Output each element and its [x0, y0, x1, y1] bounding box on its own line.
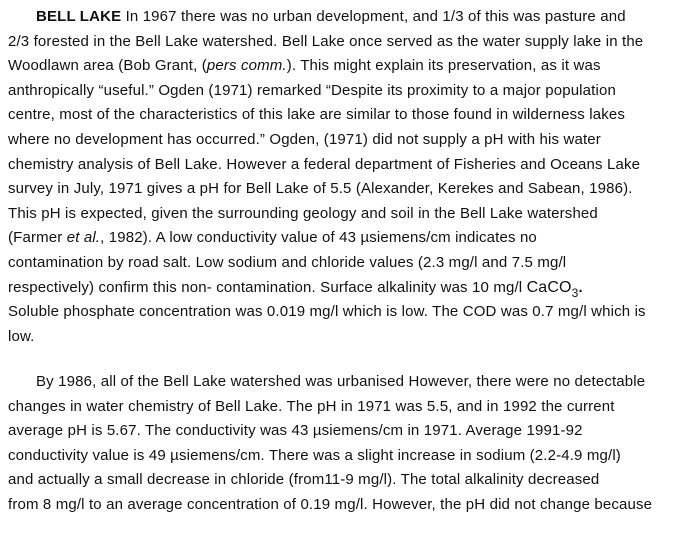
paragraph-bell-lake-1986 [8, 370, 698, 518]
text-line: and actually a small decrease in chloride (from11-9 mg/l). The total alkalinity decreased [8, 471, 600, 489]
paragraph-bell-lake-1967 [8, 5, 698, 349]
text-line: average pH is 5.67. The conductivity was 43 µsiemens/cm in 1971. Average 1991-92 [8, 422, 583, 440]
italic-text: et al. [66, 229, 101, 247]
italic-text: pers comm. [206, 57, 287, 75]
text-line: centre, most of the characteristics of this lake are similar to those found in wilderness lakes [8, 106, 626, 124]
text-run: respectively) confirm this non- contamination. Surface alkalinity was 10 mg/l [8, 278, 527, 296]
text-line: This pH is expected, given the surrounding geology and soil in the Bell Lake watershed [8, 204, 598, 222]
text-run: ). This might explain its preservation, as it was [286, 57, 601, 75]
text-line: 2/3 forested in the Bell Lake watershed. Bell Lake once served as the water supply lake in the [8, 32, 644, 50]
text-run: , 1982). A low conductivity value of 43 µsiemens/cm indicates no [100, 229, 537, 247]
text-line [8, 5, 698, 30]
text-line: anthropically “useful.” Ogden (1971) remarked “Despite its proximity to a major population [8, 81, 616, 99]
text-line: changes in water chemistry of Bell Lake. The pH in 1971 was 5.5, and in 1992 the current [8, 397, 615, 415]
text-line: survey in July, 1971 gives a pH for Bell Lake of 5.5 (Alexander, Kerekes and Sabean, 1986). [8, 180, 633, 198]
text-line: where no development has occurred.” Ogden, (1971) did not supply a pH with his water [8, 130, 601, 148]
text-line [8, 226, 698, 251]
chemical-formula: CaCO [526, 278, 572, 296]
text-line [8, 54, 698, 79]
text-run: In 1967 there was no urban development, and 1/3 of this was pasture and [121, 8, 626, 25]
text-line [8, 276, 698, 301]
chemical-subscript: 3 [571, 285, 579, 300]
text-line: conductivity value is 49 µsiemens/cm. There was a slight increase in sodium (2.2-4.9 mg/l) [8, 446, 621, 464]
text-line: contamination by road salt. Low sodium and chloride values (2.3 mg/l and 7.5 mg/l [8, 253, 567, 271]
text-line: chemistry analysis of Bell Lake. However a federal department of Fisheries and Oceans Lake [8, 155, 641, 173]
section-heading: BELL LAKE [36, 8, 122, 25]
text-line: Soluble phosphate concentration was 0.019 mg/l which is low. The COD was 0.7 mg/l which is [8, 303, 646, 321]
text-line: low. [8, 327, 35, 345]
text-run: (Farmer [8, 229, 67, 247]
text-line: from 8 mg/l to an average concentration of 0.19 mg/l. However, the pH did not change because [8, 495, 653, 513]
text-run: Woodlawn area (Bob Grant, ( [8, 57, 207, 75]
text-run: . [578, 278, 583, 296]
text-line: By 1986, all of the Bell Lake watershed was urbanised However, there were no detectable [36, 373, 646, 390]
